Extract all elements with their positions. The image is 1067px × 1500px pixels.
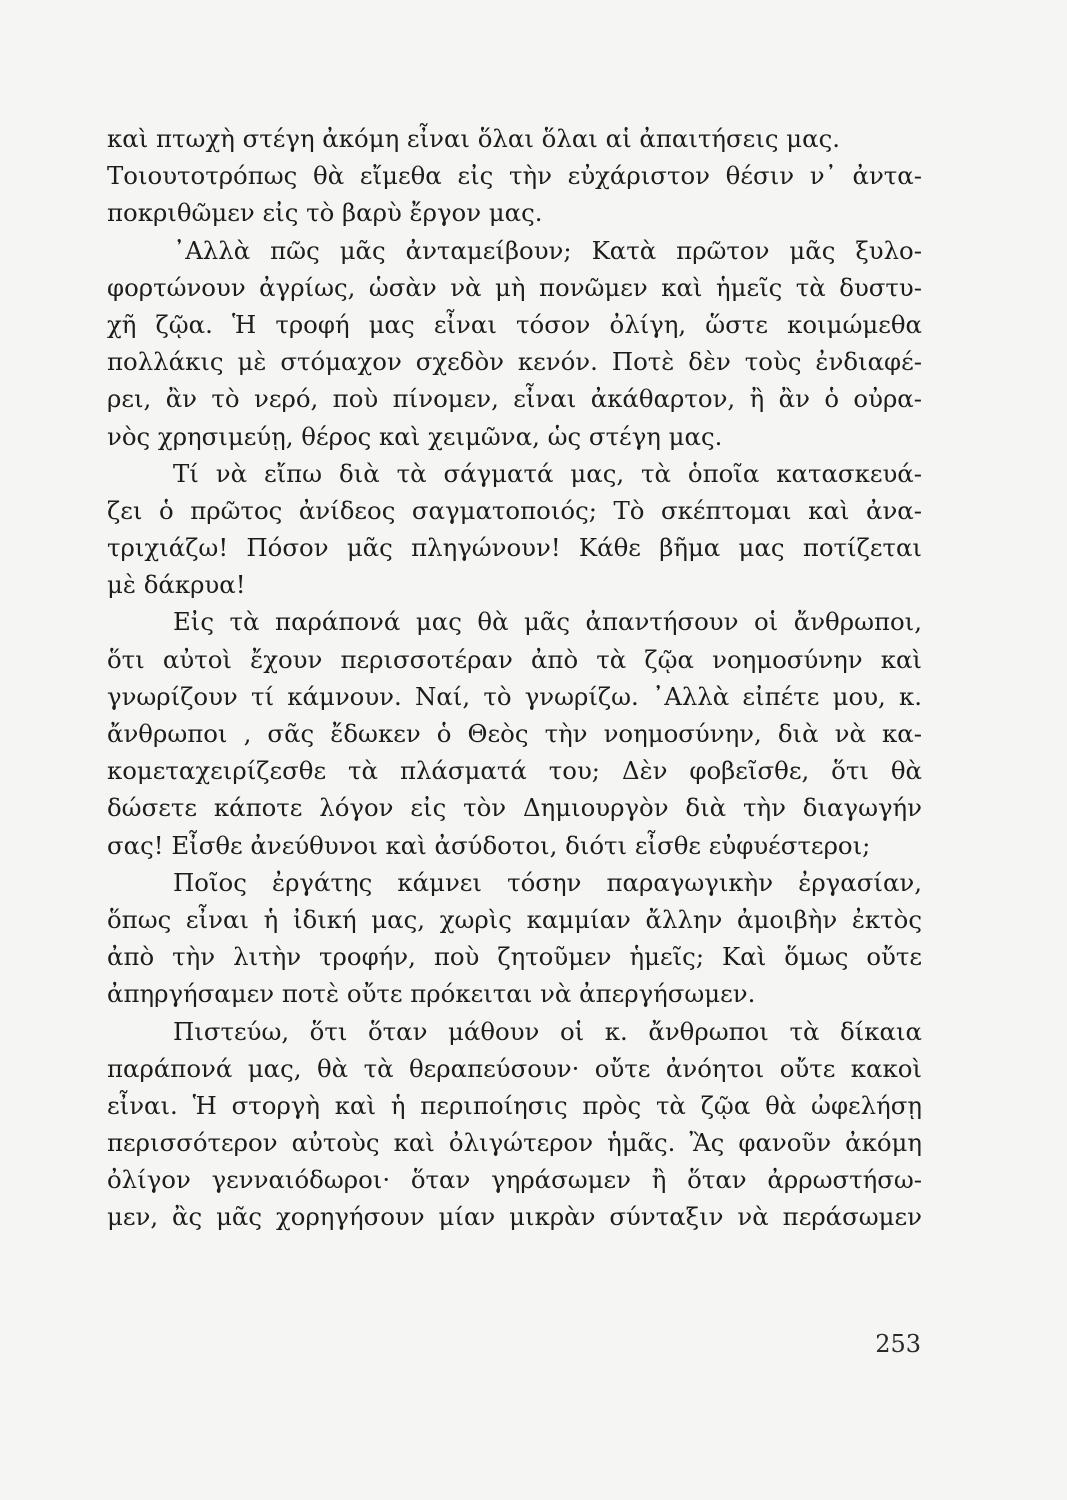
text-line: γνωρίζουν τί κάμνουν. Ναί, τὸ γνωρίζω. ᾽Αλλὰ εἰπέτε μου, κ. (107, 681, 922, 711)
text-line: ζει ὁ πρῶτος ἀνίδεος σαγματοποιός; Τὸ σκέπτομαι καὶ ἀνα- (107, 495, 922, 525)
text-line: ὅπως εἶναι ἡ ἰδική μας, χωρὶς καμμίαν ἄλλην ἀμοιβὴν ἐκτὸς (107, 904, 922, 934)
text-line: Εἰς τὰ παράπονά μας θὰ μᾶς ἀπαντήσουν οἱ ἄνθρωποι, (173, 607, 922, 637)
text-line: χῆ ζῷα. Ἡ τροφή μας εἶναι τόσον ὀλίγη, ὥστε κοιμώμεθα (107, 309, 922, 339)
text-line: Τί νὰ εἴπω διὰ τὰ σάγματά μας, τὰ ὁποῖα κατασκευά- (173, 458, 922, 488)
text-line: Ποῖος ἐργάτης κάμνει τόσην παραγωγικὴν ἐργασίαν, (173, 867, 922, 897)
text-line: ποκριθῶμεν εἰς τὸ βαρὺ ἔργον μας. (107, 198, 543, 228)
text-line: καὶ πτωχὴ στέγη ἀκόμη εἶναι ὅλαι ὅλαι αἱ ἀπαιτήσεις μας. (107, 124, 841, 153)
text-line: δώσετε κάποτε λόγον εἰς τὸν Δημιουργὸν διὰ τὴν διαγωγήν (107, 793, 922, 823)
text-line: παράπονά μας, θὰ τὰ θεραπεύσουν· οὔτε ἀνόητοι οὔτε κακοὶ (107, 1053, 922, 1083)
text-line: νὸς χρησιμεύῃ, θέρος καὶ χειμῶνα, ὡς στέγη μας. (107, 421, 723, 451)
text-line: ὅτι αὐτοὶ ἔχουν περισσοτέραν ἀπὸ τὰ ζῷα νοημοσύνην καὶ (107, 644, 922, 674)
text-line: Τοιουτοτρόπως θὰ εἴμεθα εἰς τὴν εὐχάριστον θέσιν ν᾽ ἀντα- (107, 161, 922, 191)
page-number: 253 (875, 1330, 921, 1358)
body-text (107, 120, 922, 1236)
text-line: ἀπὸ τὴν λιτὴν τροφήν, ποὺ ζητοῦμεν ἡμεῖς; Καὶ ὅμως οὔτε (107, 942, 922, 972)
text-line: Πιστεύω, ὅτι ὅταν μάθουν οἱ κ. ἄνθρωποι τὰ δίκαια (173, 1016, 922, 1046)
text-line: μὲ δάκρυα! (107, 570, 246, 600)
text-line: ᾽Αλλὰ πῶς μᾶς ἀνταμείβουν; Κατὰ πρῶτον μᾶς ξυλο- (173, 235, 922, 265)
text-line: μεν, ἂς μᾶς χορηγήσουν μίαν μικρὰν σύνταξιν νὰ περάσωμεν (107, 1202, 922, 1232)
text-line: σας! Εἶσθε ἀνεύθυνοι καὶ ἀσύδοτοι, διότι εἶσθε εὐφυέστεροι; (107, 830, 871, 860)
text-line: φορτώνουν ἀγρίως, ὡσὰν νὰ μὴ πονῶμεν καὶ ἡμεῖς τὰ δυστυ- (107, 272, 922, 302)
text-line: πολλάκις μὲ στόμαχον σχεδὸν κενόν. Ποτὲ δὲν τοὺς ἐνδιαφέ- (107, 347, 922, 377)
text-line: ἄνθρωποι , σᾶς ἔδωκεν ὁ Θεὸς τὴν νοημοσύνην, διὰ νὰ κα- (107, 719, 922, 748)
text-line: ὀλίγον γενναιόδωροι· ὅταν γηράσωμεν ἢ ὅταν ἀρρωστήσω- (107, 1165, 922, 1195)
text-line: κομεταχειρίζεσθε τὰ πλάσματά του; Δὲν φοβεῖσθε, ὅτι θὰ (107, 756, 922, 786)
text-line: τριχιάζω! Πόσον μᾶς πληγώνουν! Κάθε βῆμα μας ποτίζεται (107, 533, 922, 563)
text-line: ρει, ἂν τὸ νερό, ποὺ πίνομεν, εἶναι ἀκάθαρτον, ἢ ἂν ὁ οὐρα- (107, 384, 922, 414)
text-line: ἀπηργήσαμεν ποτὲ οὔτε πρόκειται νὰ ἀπεργήσωμεν. (107, 979, 756, 1009)
text-line: περισσότερον αὐτοὺς καὶ ὀλιγώτερον ἡμᾶς. Ἂς φανοῦν ἀκόμη (107, 1128, 922, 1158)
text-line: εἶναι. Ἡ στοργὴ καὶ ἡ περιποίησις πρὸς τὰ ζῷα θὰ ὠφελήσῃ (107, 1090, 922, 1120)
